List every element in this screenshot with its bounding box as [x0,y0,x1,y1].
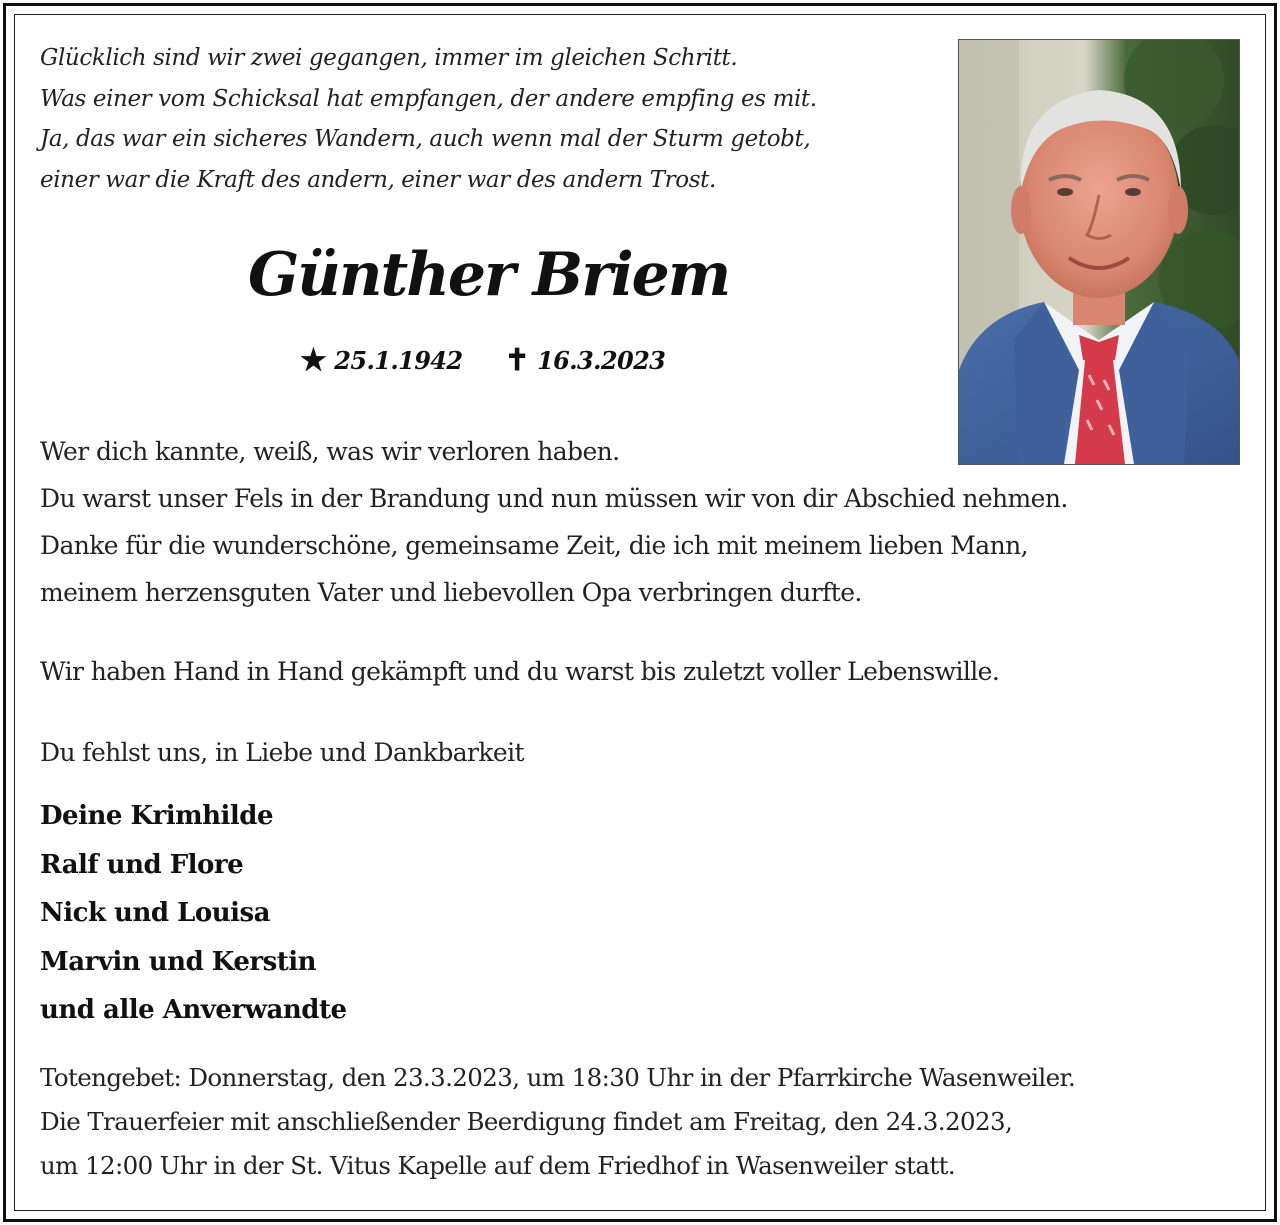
signature-line: Ralf und Flore [40,849,244,880]
poem-line: einer war die Kraft des andern, einer war des andern Trost. [40,166,716,193]
poem-line: Ja, das war ein sicheres Wandern, auch wenn mal der Sturm getobt, [40,126,811,152]
signature-line: Nick und Louisa [40,898,270,928]
death-date: 16.3.2023 [537,346,666,375]
birth-date: 25.1.1942 [334,346,463,375]
fight-line [40,648,999,695]
message-line: meinem herzensguten Vater und liebevollen Opa verbringen durfte. [40,578,862,607]
portrait-photo [958,39,1240,465]
service-info [40,1056,1075,1188]
poem-line: Glücklich sind wir zwei gegangen, immer im gleichen Schritt. [40,45,738,71]
farewell-message [40,428,1068,616]
signature-line: Deine Krimhilde [40,801,274,831]
service-line: um 12:00 Uhr in der St. Vitus Kapelle auf dem Friedhof in Wasenweiler statt. [40,1151,956,1180]
signature-line: Marvin und Kerstin [40,946,316,977]
service-line: Totengebet: Donnerstag, den 23.3.2023, um 18:30 Uhr in der Pfarrkirche Wasenweiler. [40,1063,1076,1092]
message-line: Wer dich kannte, weiß, was wir verloren haben. [40,437,620,466]
service-line: Die Trauerfeier mit anschließender Beerdigung findet am Freitag, den 24.3.2023, [40,1107,1013,1136]
closing-text: Du fehlst uns, in Liebe und Dankbarkeit [40,738,524,767]
life-dates [300,343,665,378]
star-icon: ★ [300,343,327,378]
cross-icon: ✝ [504,343,530,378]
poem [40,38,817,200]
deceased-name: Günther Briem [248,240,730,310]
fight-text: Wir haben Hand in Hand gekämpft und du warst bis zuletzt voller Lebenswille. [40,657,1000,686]
poem-line: Was einer vom Schicksal hat empfangen, der andere empfing es mit. [40,85,817,112]
signature-line: und alle Anverwandte [40,995,347,1025]
signatures [40,792,347,1035]
portrait-image [959,40,1239,464]
message-line: Danke für die wunderschöne, gemeinsame Zeit, die ich mit meinem lieben Mann, [40,531,1028,560]
closing-line [40,729,524,776]
message-line: Du warst unser Fels in der Brandung und nun müssen wir von dir Abschied nehmen. [40,484,1068,513]
